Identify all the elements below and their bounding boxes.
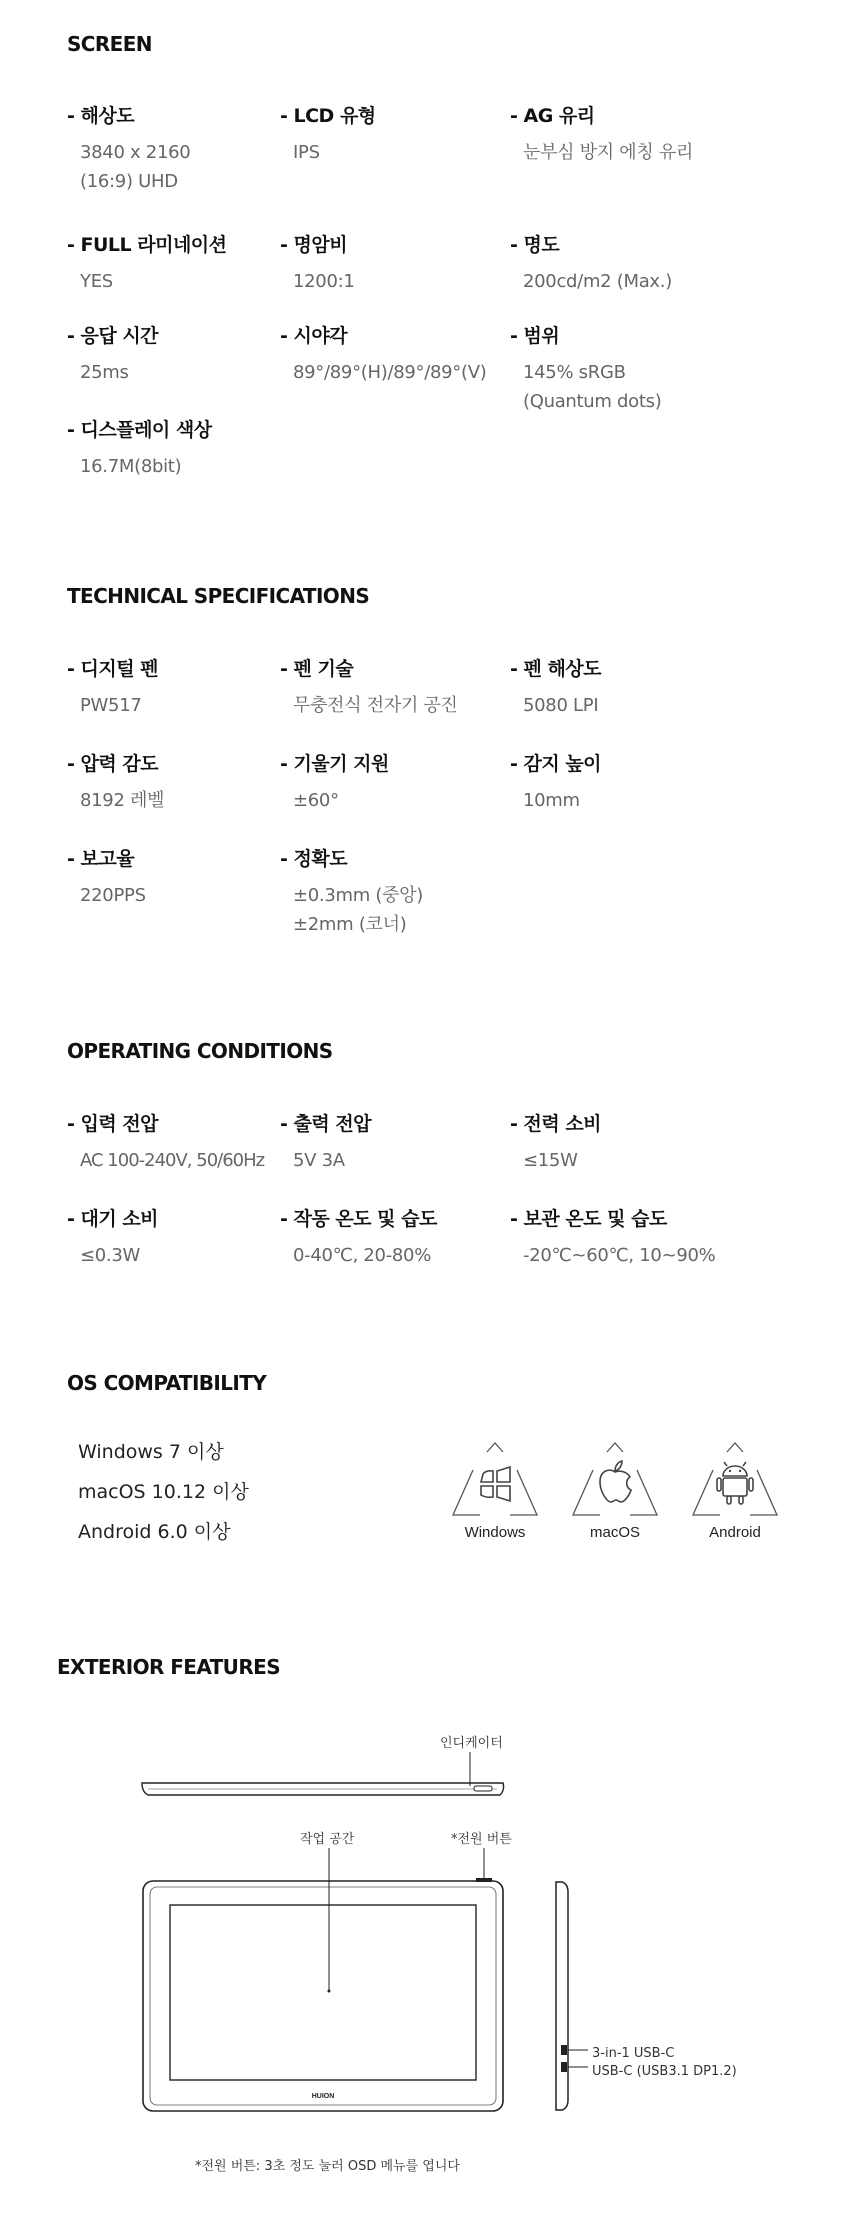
section-title-exterior: EXTERIOR FEATURES	[57, 1655, 280, 1679]
port2-label: USB-C (USB3.1 DP1.2)	[592, 2064, 737, 2079]
spec-power-consumption	[510, 1109, 601, 1175]
spec-value: 200cd/m2 (Max.)	[523, 271, 672, 292]
windows-icon	[450, 1440, 540, 1520]
spec-read-height	[510, 749, 601, 815]
spec-pen-resolution	[510, 654, 601, 720]
spec-value: -20℃~60℃, 10~90%	[523, 1245, 716, 1266]
android-icon	[690, 1440, 780, 1520]
spec-pressure	[67, 749, 164, 815]
spec-report-rate	[67, 844, 146, 910]
os-macos	[560, 1440, 670, 1541]
spec-value: 16.7M(8bit)	[80, 456, 182, 477]
spec-value: ±60°	[293, 790, 339, 811]
section-title-operating: OPERATING CONDITIONS	[67, 1039, 333, 1063]
spec-value: 5080 LPI	[523, 695, 599, 716]
os-windows	[440, 1440, 550, 1541]
power-button-label: *전원 버튼	[451, 1832, 512, 1847]
indicator-label: 인디케이터	[440, 1736, 503, 1751]
spec-ag-glass	[510, 101, 693, 167]
spec-value: 0-40℃, 20-80%	[293, 1245, 432, 1266]
spec-label: - 정확도	[280, 848, 348, 870]
spec-value: PW517	[80, 695, 142, 716]
spec-label: - 입력 전압	[67, 1113, 159, 1135]
spec-label: - 시야각	[280, 325, 348, 347]
device-diagram	[0, 1700, 860, 2140]
spec-label: - 압력 감도	[67, 753, 159, 775]
spec-label: - 보고율	[67, 848, 135, 870]
spec-label: - 기울기 지원	[280, 753, 389, 775]
spec-standby-consumption	[67, 1204, 158, 1270]
spec-value: 25ms	[80, 362, 129, 383]
spec-input-voltage	[67, 1109, 264, 1175]
os-android	[680, 1440, 790, 1541]
spec-label: - LCD 유형	[280, 105, 376, 127]
spec-storage-temp	[510, 1204, 715, 1270]
spec-value: 145% sRGB (Quantum dots)	[523, 362, 662, 412]
spec-value: ≤0.3W	[80, 1245, 141, 1266]
os-list-item: macOS 10.12 이상	[78, 1481, 249, 1503]
spec-label: - 해상도	[67, 105, 135, 127]
spec-label: - 펜 기술	[280, 658, 354, 680]
section-title-screen: SCREEN	[67, 32, 152, 56]
spec-label: - 디지털 펜	[67, 658, 159, 680]
spec-value: 5V 3A	[293, 1150, 345, 1171]
spec-label: - 펜 해상도	[510, 658, 602, 680]
spec-label: - 감지 높이	[510, 753, 602, 775]
spec-accuracy	[280, 844, 423, 939]
spec-value: 89°/89°(H)/89°/89°(V)	[293, 362, 487, 383]
brand-logo: HUION	[311, 2093, 335, 2100]
device-front-view	[143, 1848, 503, 2111]
spec-display-colors	[67, 415, 212, 481]
spec-label: - 명도	[510, 234, 560, 256]
spec-brightness	[510, 230, 672, 296]
device-side-view	[556, 1882, 588, 2110]
spec-operating-temp	[280, 1204, 437, 1270]
device-top-view	[142, 1752, 504, 1795]
apple-icon	[570, 1440, 660, 1520]
spec-label: - 대기 소비	[67, 1208, 159, 1230]
os-caption: Windows	[464, 1524, 526, 1541]
spec-label: - 전력 소비	[510, 1113, 602, 1135]
spec-tilt	[280, 749, 389, 815]
spec-value: IPS	[293, 142, 320, 163]
os-list-item: Windows 7 이상	[78, 1441, 224, 1463]
spec-pen-technology	[280, 654, 458, 720]
os-list	[78, 1432, 249, 1552]
footnote: *전원 버튼: 3초 정도 눌러 OSD 메뉴를 엽니다	[195, 2159, 460, 2174]
spec-lcd-type	[280, 101, 376, 167]
work-area-label: 작업 공간	[300, 1832, 355, 1847]
spec-label: - AG 유리	[510, 105, 595, 127]
port1-label: 3-in-1 USB-C	[592, 2046, 675, 2061]
spec-full-lamination	[67, 230, 227, 296]
spec-digital-pen	[67, 654, 158, 720]
spec-value: 10mm	[523, 790, 580, 811]
spec-value: 1200:1	[293, 271, 355, 292]
spec-output-voltage	[280, 1109, 371, 1175]
spec-viewing-angle	[280, 321, 486, 387]
spec-label: - FULL 라미네이션	[67, 234, 227, 256]
spec-label: - 출력 전압	[280, 1113, 372, 1135]
os-caption: macOS	[589, 1524, 640, 1541]
spec-value: 3840 x 2160 (16:9) UHD	[80, 142, 191, 192]
os-caption: Android	[709, 1524, 761, 1541]
spec-value: ±0.3mm (중앙) ±2mm (코너)	[293, 885, 424, 935]
spec-value: YES	[80, 271, 113, 292]
spec-label: - 작동 온도 및 습도	[280, 1208, 437, 1230]
spec-value: 무충전식 전자기 공진	[293, 695, 458, 716]
spec-value: ≤15W	[523, 1150, 578, 1171]
spec-label: - 응답 시간	[67, 325, 159, 347]
section-title-os: OS COMPATIBILITY	[67, 1371, 267, 1395]
spec-value: 눈부심 방지 에칭 유리	[523, 142, 694, 163]
spec-label: - 명암비	[280, 234, 348, 256]
spec-value: 220PPS	[80, 885, 146, 906]
section-title-technical: TECHNICAL SPECIFICATIONS	[67, 584, 370, 608]
spec-label: - 범위	[510, 325, 560, 347]
spec-resolution	[67, 101, 190, 196]
spec-label: - 보관 온도 및 습도	[510, 1208, 667, 1230]
spec-color-gamut	[510, 321, 661, 416]
spec-response-time	[67, 321, 158, 387]
spec-label: - 디스플레이 색상	[67, 419, 212, 441]
spec-value: AC 100-240V, 50/60Hz	[80, 1150, 265, 1171]
os-list-item: Android 6.0 이상	[78, 1521, 231, 1543]
spec-value: 8192 레벨	[80, 790, 165, 811]
spec-contrast	[280, 230, 355, 296]
